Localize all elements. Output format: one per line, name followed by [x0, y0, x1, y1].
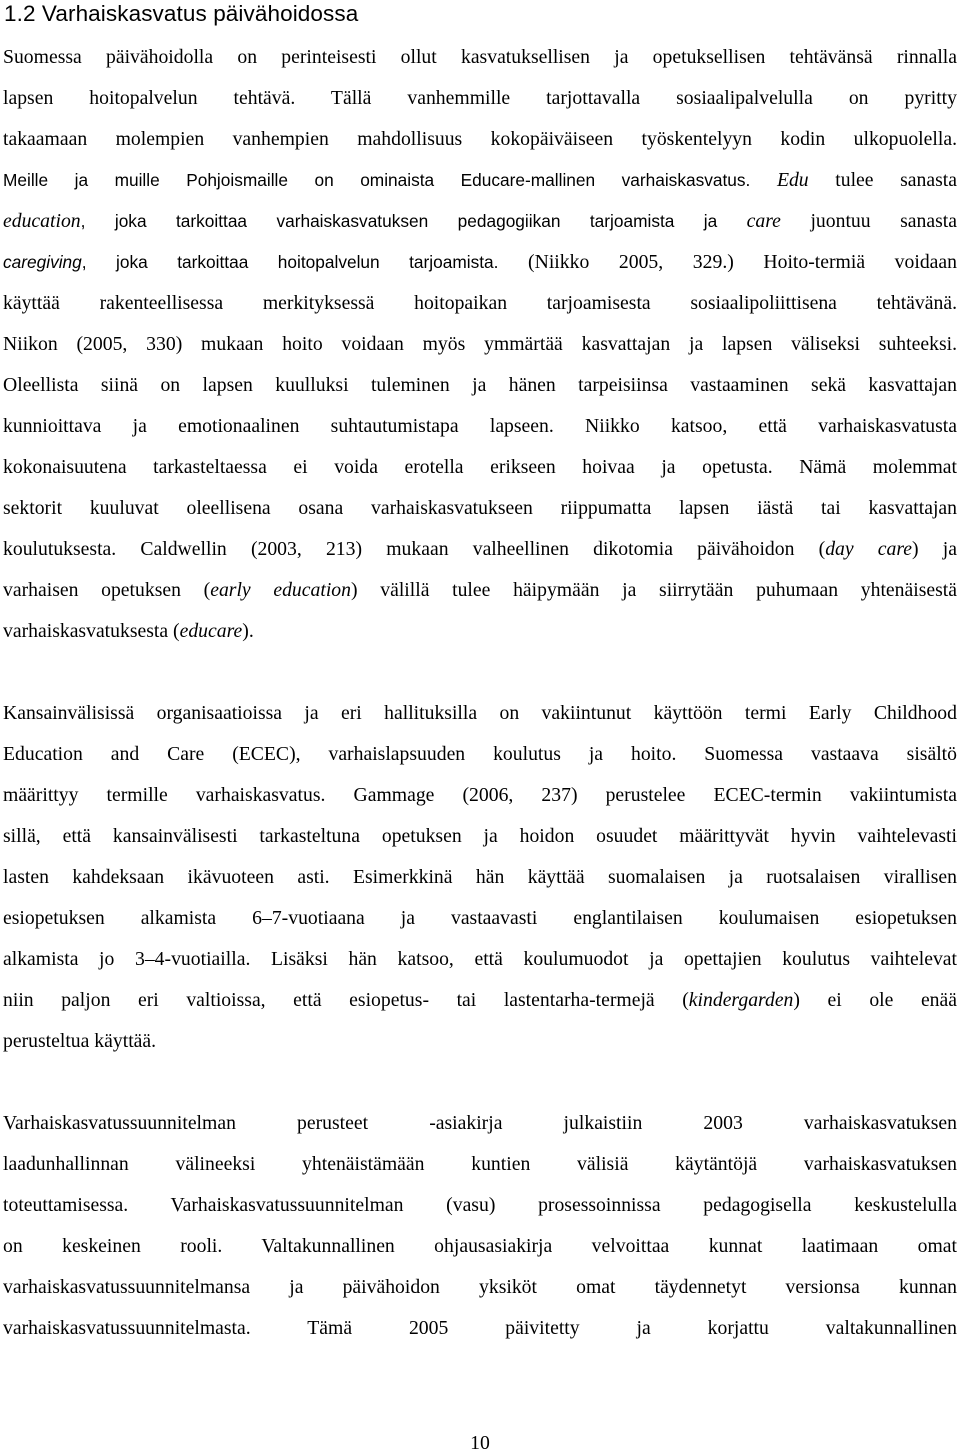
paragraph-1-line-6: caregiving, joka tarkoittaa hoitopalvelun tarjoamista. (Niikko 2005, 329.) Hoito-termiä voidaan — [3, 251, 957, 273]
paragraph-2-line-2: Education and Care (ECEC), varhaislapsuuden koulutus ja hoito. Suomessa vastaava sisältö — [3, 743, 957, 765]
paragraph-1-line-9: Oleellista siinä on lapsen kuulluksi tuleminen ja hänen tarpeisiinsa vastaaminen sekä kasvattajan — [3, 374, 957, 396]
paragraph-1-line-8: Niikon (2005, 330) mukaan hoito voidaan myös ymmärtää kasvattajan ja lapsen väliseksi suhteeksi. — [3, 333, 957, 355]
paragraph-3-line-3: toteuttamisessa. Varhaiskasvatussuunnitelman (vasu) prosessoinnissa pedagogisella keskustelulla — [3, 1194, 957, 1216]
paragraph-1-line-7: käyttää rakenteellisessa merkityksessä hoitopaikan tarjoamisesta sosiaalipoliittisena tehtävänä. — [3, 292, 957, 314]
paragraph-1-line-14: varhaisen opetuksen (early education) välillä tulee häipymään ja siirrytään puhumaan yhtenäisestä — [3, 579, 957, 601]
paragraph-3-line-2: laadunhallinnan välineeksi yhtenäistämään kuntien välisiä käytäntöjä varhaiskasvatuksen — [3, 1153, 957, 1175]
paragraph-2-line-9: perusteltua käyttää. — [3, 1030, 157, 1052]
paragraph-2-line-8: niin paljon eri valtioissa, että esiopetus- tai lastentarha-termejä (kindergarden) ei ole enää — [3, 989, 957, 1011]
paragraph-3-line-6: varhaiskasvatussuunnitelmasta. Tämä 2005 päivitetty ja korjattu valtakunnallinen — [3, 1317, 957, 1339]
paragraph-2-line-6: esiopetuksen alkamista 6–7-vuotiaana ja vastaavasti englantilaisen koulumaisen esiopetuksen — [3, 907, 957, 929]
paragraph-1-line-11: kokonaisuutena tarkasteltaessa ei voida erotella erikseen hoivaa ja opetusta. Nämä molemmat — [3, 456, 957, 478]
paragraph-1-line-4: Meille ja muille Pohjoismaille on ominaista Educare-mallinen varhaiskasvatus. Edu tulee sanasta — [3, 169, 957, 191]
paragraph-3-line-4: on keskeinen rooli. Valtakunnallinen ohjausasiakirja velvoittaa kunnat laatimaan omat — [3, 1235, 957, 1257]
page-number: 10 — [470, 1432, 490, 1454]
paragraph-2-line-7: alkamista jo 3–4-vuotiailla. Lisäksi hän katsoo, että koulumuodot ja opettajien koulutus vaihtelevat — [3, 948, 957, 970]
paragraph-3-line-1: Varhaiskasvatussuunnitelman perusteet -asiakirja julkaistiin 2003 varhaiskasvatuksen — [3, 1112, 957, 1134]
section-heading: 1.2 Varhaiskasvatus päivähoidossa — [4, 1, 359, 26]
paragraph-1-line-1: Suomessa päivähoidolla on perinteisesti ollut kasvatuksellisen ja opetuksellisen tehtävänsä rinnalla — [3, 46, 957, 68]
paragraph-2-line-3: määrittyy termille varhaiskasvatus. Gammage (2006, 237) perustelee ECEC-termin vakiintumista — [3, 784, 957, 806]
paragraph-1-line-3: takaamaan molempien vanhempien mahdollisuus kokopäiväiseen työskentelyyn kodin ulkopuolella. — [3, 128, 957, 150]
paragraph-1-line-12: sektorit kuuluvat oleellisena osana varhaiskasvatukseen riippumatta lapsen iästä tai kasvattajan — [3, 497, 957, 519]
paragraph-1-line-15: varhaiskasvatuksesta (educare). — [3, 620, 254, 642]
paragraph-1-line-13: koulutuksesta. Caldwellin (2003, 213) mukaan valheellinen dikotomia päivähoidon (day care) ja — [3, 538, 957, 560]
paragraph-1-line-5: education, joka tarkoittaa varhaiskasvatuksen pedagogiikan tarjoamista ja care juontuu sanasta — [3, 210, 957, 232]
paragraph-1-line-10: kunnioittava ja emotionaalinen suhtautumistapa lapseen. Niikko katsoo, että varhaiskasvatusta — [3, 415, 957, 437]
paragraph-3-line-5: varhaiskasvatussuunnitelmansa ja päivähoidon yksiköt omat täydennetyt versionsa kunnan — [3, 1276, 957, 1298]
paragraph-1-line-2: lapsen hoitopalvelun tehtävä. Tällä vanhemmille tarjottavalla sosiaalipalvelulla on pyritty — [3, 87, 957, 109]
paragraph-2-line-1: Kansainvälisissä organisaatioissa ja eri hallituksilla on vakiintunut käyttöön termi Early Childhood — [3, 702, 957, 724]
paragraph-2-line-4: sillä, että kansainvälisesti tarkasteltuna opetuksen ja hoidon osuudet määrittyvät hyvin vaihtelevasti — [3, 825, 957, 847]
paragraph-2-line-5: lasten kahdeksaan ikävuoteen asti. Esimerkkinä hän käyttää suomalaisen ja ruotsalaisen virallisen — [3, 866, 957, 888]
